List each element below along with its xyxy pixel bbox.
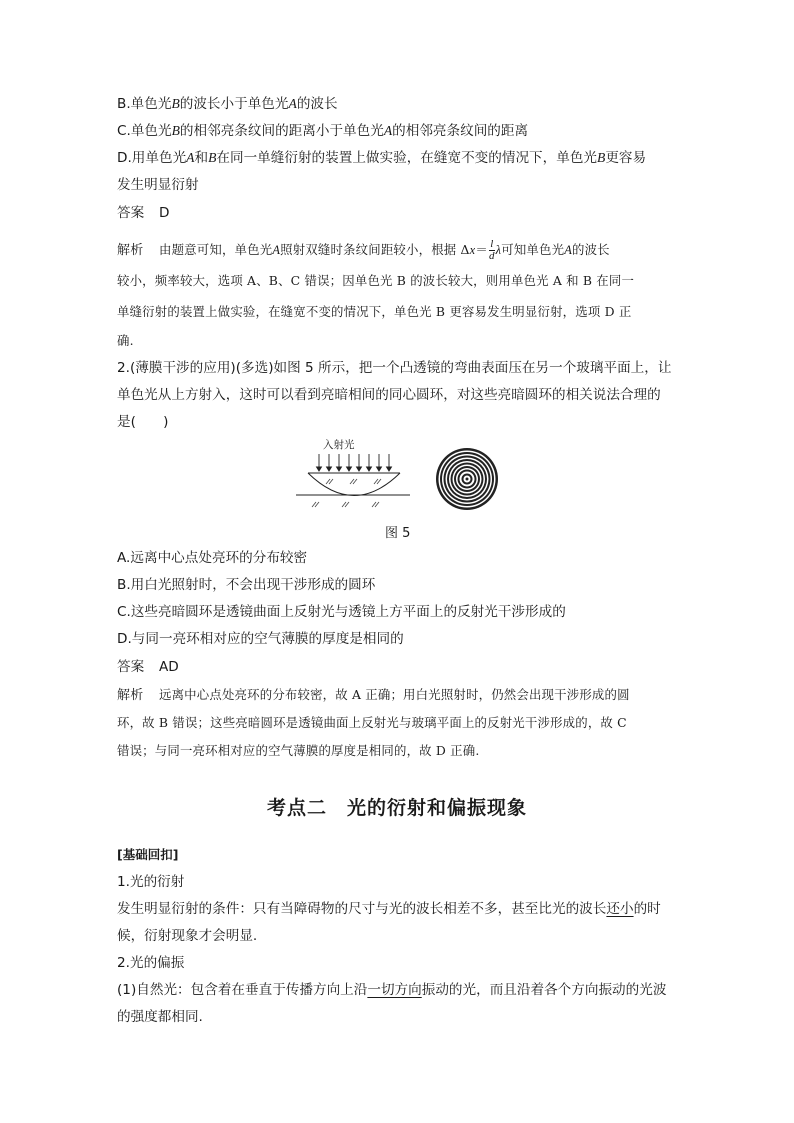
polarization-para-1: (1)自然光：包含着在垂直于传播方向上沿一切方向振动的光，而且沿着各个方向振动的光波 bbox=[117, 982, 667, 998]
polarization-para-2: 的强度都相同. bbox=[117, 1009, 203, 1025]
formula-fraction: $\frac{l}{d}$ bbox=[488, 238, 495, 262]
q2-stem-3: 是( ) bbox=[117, 414, 169, 430]
q2-stem-2: 单色光从上方射入，这时可以看到亮暗相间的同心圆环，对这些亮暗圆环的相关说法合理的 bbox=[117, 387, 661, 403]
lens-curved-surface bbox=[308, 473, 400, 496]
option-b-line: B.单色光B的波长小于单色光A的波长 bbox=[117, 96, 338, 112]
q2-stem-1: 2.(薄膜干涉的应用)(多选)如图 5 所示，把一个凸透镜的弯曲表面压在另一个玻璃平面上，让 bbox=[117, 360, 672, 376]
heading-diffraction: 1.光的衍射 bbox=[117, 874, 185, 890]
q2-explanation-line-1: 解析 远离中心点处亮环的分布较密，故 A 正确；用白光照射时，仍然会出现干涉形成的圆 bbox=[117, 687, 630, 703]
diffraction-para-2: 候，衍射现象才会明显. bbox=[117, 928, 258, 944]
q2-explanation-line-3: 错误；与同一亮环相对应的空气薄膜的厚度是相同的，故 D 正确. bbox=[117, 743, 480, 758]
option-d-line-2: 发生明显衍射 bbox=[117, 177, 199, 193]
figure-caption: 图 5 bbox=[385, 526, 411, 541]
explanation-line-3: 单缝衍射的装置上做实验，在缝宽不变的情况下，单色光 B 更容易发生明显衍射，选项 D 正 bbox=[117, 304, 632, 319]
q2-option-c: C.这些亮暗圆环是透镜曲面上反射光与透镜上方平面上的反射光干涉形成的 bbox=[117, 604, 566, 620]
incident-light-label: 入射光 bbox=[323, 439, 355, 451]
basics-label: [基础回扣] bbox=[117, 847, 179, 862]
option-c-line: C.单色光B的相邻亮条纹间的距离小于单色光A的相邻亮条纹间的距离 bbox=[117, 123, 529, 139]
blank-answer: 还小 bbox=[606, 901, 634, 917]
section-title: 考点二 光的衍射和偏振现象 bbox=[266, 797, 527, 819]
explanation-line-1: 解析 由题意可知，单色光A照射双缝时条纹间距较小，根据 Δx＝ $\frac{l}{d}$ λ可知单色光A的波长 bbox=[117, 238, 610, 262]
explanation-line-4: 确. bbox=[117, 333, 134, 348]
incident-arrows bbox=[317, 454, 392, 471]
diffraction-para-1: 发生明显衍射的条件：只有当障碍物的尺寸与光的波长相差不多，甚至比光的波长还小的时 bbox=[117, 901, 661, 917]
answer-line: 答案 D bbox=[117, 205, 170, 221]
blank-answer: 一切方向 bbox=[367, 982, 422, 998]
q2-answer-line: 答案 AD bbox=[117, 659, 179, 675]
q2-explanation-line-2: 环，故 B 错误；这些亮暗圆环是透镜曲面上反射光与玻璃平面上的反射光干涉形成的，故 C bbox=[117, 715, 627, 730]
option-d-line: D.用单色光A和B在同一单缝衍射的装置上做实验，在缝宽不变的情况下，单色光B更容易 bbox=[117, 150, 647, 166]
explanation-line-2: 较小，频率较大，选项 A、B、C 错误；因单色光 B 的波长较大，则用单色光 A 和 B 在同一 bbox=[117, 273, 635, 288]
q2-option-b: B.用白光照射时，不会出现干涉形成的圆环 bbox=[117, 577, 376, 593]
q2-option-a: A.远离中心点处亮环的分布较密 bbox=[117, 550, 308, 566]
newton-rings-figure bbox=[435, 447, 499, 511]
q2-option-d: D.与同一亮环相对应的空气薄膜的厚度是相同的 bbox=[117, 631, 404, 647]
figure-lens-apparatus bbox=[290, 436, 410, 512]
heading-polarization: 2.光的偏振 bbox=[117, 955, 185, 971]
